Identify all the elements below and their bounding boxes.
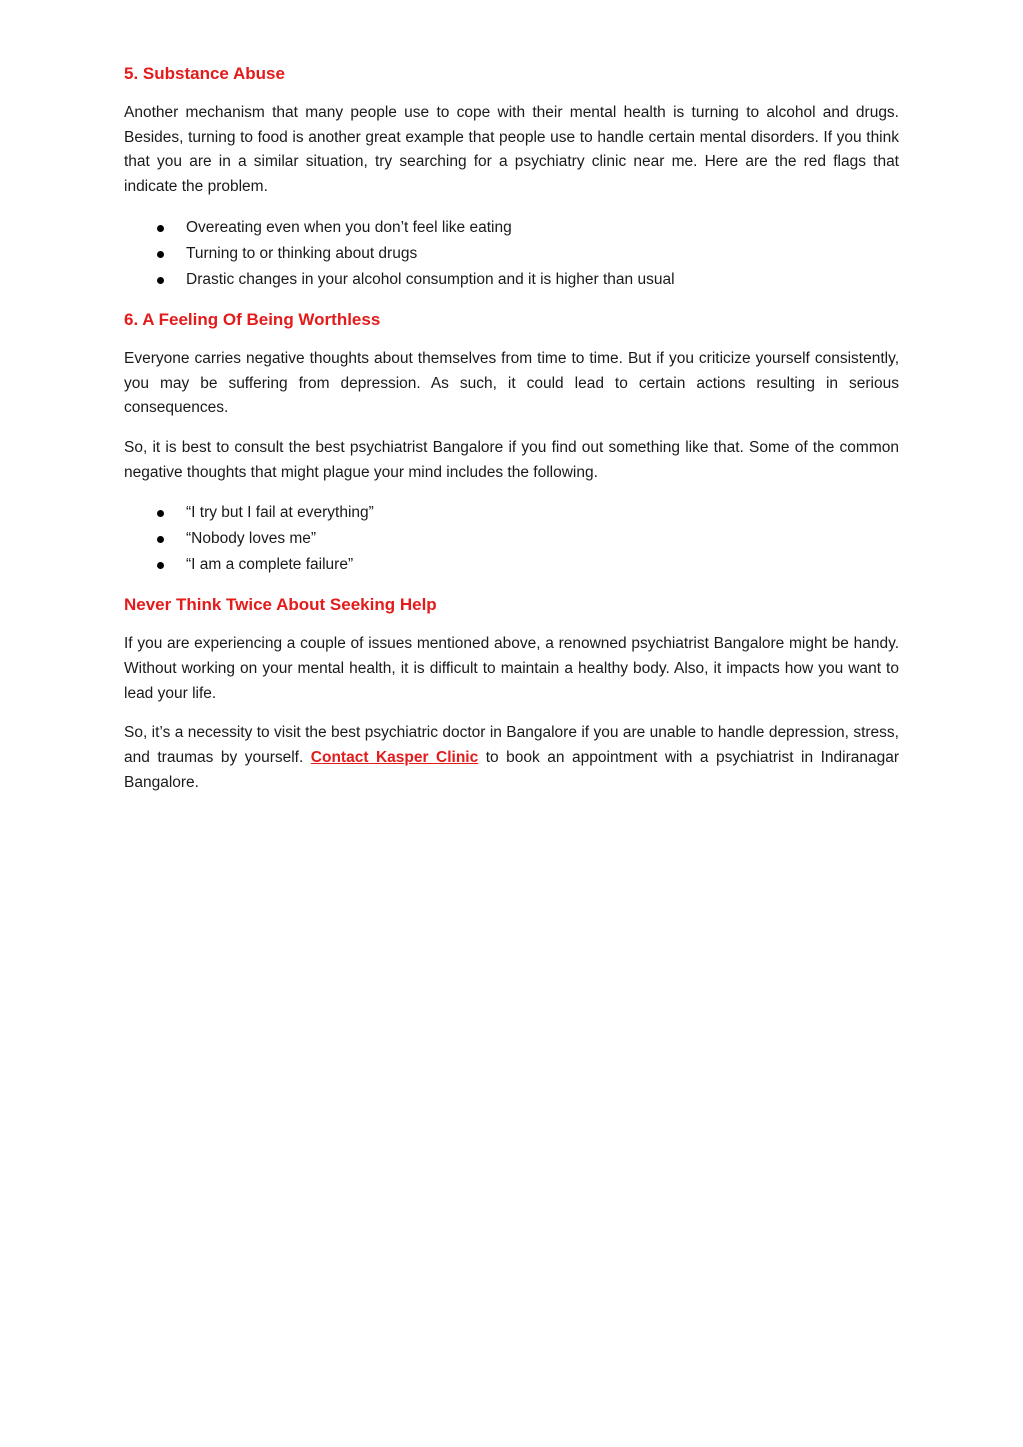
section-paragraph: If you are experiencing a couple of issues mentioned above, a renowned psychiatrist Bangalore might be handy. Without working on your mental health, it is difficult to maintain a healthy body. Also, it impacts how you want to lead your life. xyxy=(124,635,899,702)
list-item-text: “I try but I fail at everything” xyxy=(186,504,374,522)
section-heading-substance-abuse: 5. Substance Abuse xyxy=(124,64,285,83)
list-item xyxy=(124,526,899,552)
bullet-icon xyxy=(157,510,164,517)
closing-paragraph xyxy=(124,721,899,795)
bullet-icon xyxy=(157,277,164,284)
bullet-icon xyxy=(157,225,164,232)
bullet-icon xyxy=(157,536,164,543)
document-page xyxy=(124,60,899,796)
list-item xyxy=(124,552,899,578)
list-item-text: Overeating even when you don’t feel like eating xyxy=(186,218,512,236)
section-paragraph: Another mechanism that many people use to cope with their mental health is turning to alcohol and drugs. Besides, turning to food is another great example that people use to handle certain mental disorders. If you think that you are in a similar situation, try searching for a psychiatry clinic near me. Here are the red flags that indicate the problem. xyxy=(124,104,899,196)
closing-text-after: to book an appointment with a psychiatrist in Indiranagar Bangalore. xyxy=(124,749,899,791)
bullet-icon xyxy=(157,251,164,258)
list-item-text: “I am a complete failure” xyxy=(186,556,354,574)
section-heading-worthless: 6. A Feeling Of Being Worthless xyxy=(124,309,381,329)
list-item xyxy=(124,500,899,526)
closing-text-before: So, it’s a necessity to visit the best psychiatric doctor in Bangalore if you are unable to handle depression, stress, and traumas by yourself. xyxy=(124,724,899,767)
bullet-icon xyxy=(157,562,164,569)
list-item-text: “Nobody loves me” xyxy=(186,530,317,548)
list-item xyxy=(124,215,899,241)
bullet-list xyxy=(124,215,899,293)
list-item-text: Drastic changes in your alcohol consumption and it is higher than usual xyxy=(186,270,675,288)
list-item-text: Turning to or thinking about drugs xyxy=(186,244,418,262)
section-heading-seeking-help: Never Think Twice About Seeking Help xyxy=(124,595,437,615)
section-paragraph: Everyone carries negative thoughts about themselves from time to time. But if you criticize yourself consistently, you may be suffering from depression. As such, it could lead to certain actions resulting in serious consequences. xyxy=(124,349,899,417)
list-item xyxy=(124,241,899,267)
list-item xyxy=(124,267,899,293)
section-paragraph: So, it is best to consult the best psychiatrist Bangalore if you find out something like that. Some of the common negative thoughts that might plague your mind includes the following. xyxy=(124,438,899,481)
bullet-list xyxy=(124,500,899,578)
contact-kasper-clinic-link[interactable]: Contact Kasper Clinic xyxy=(310,749,479,767)
